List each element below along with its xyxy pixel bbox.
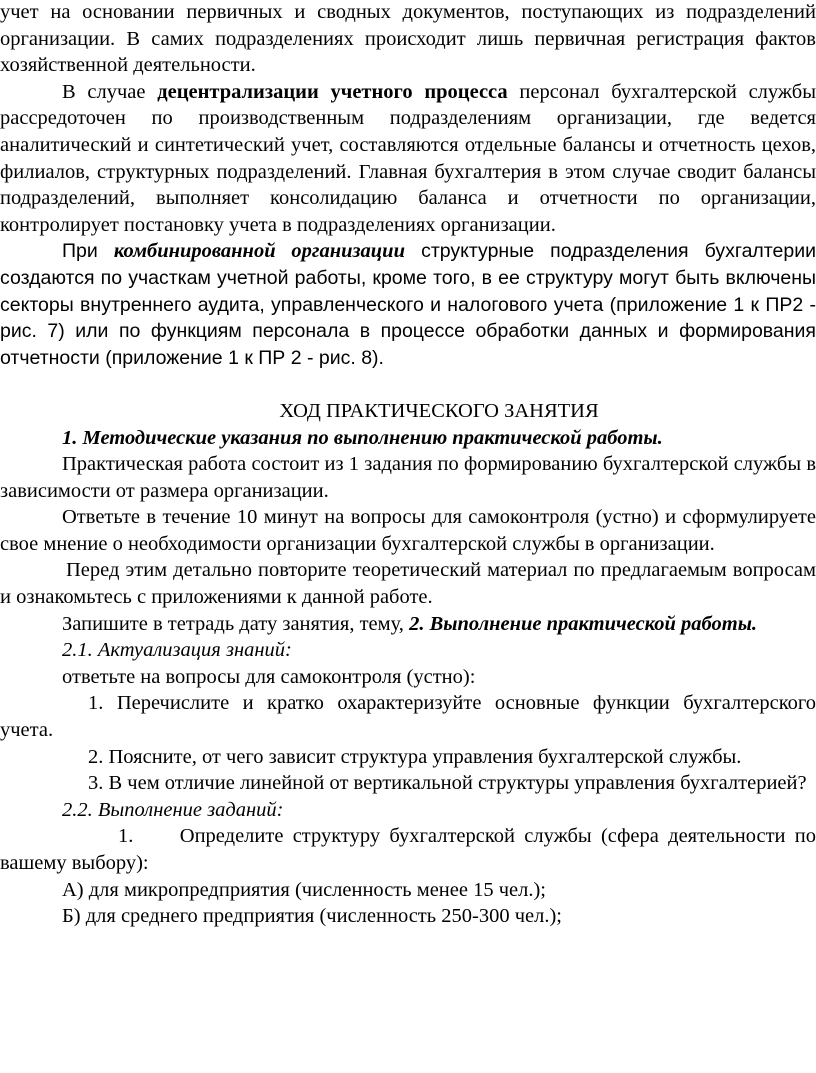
option-b: Б) для среднего предприятия (численность 250-300 чел.); (62, 905, 562, 928)
paragraph-combined (0, 238, 816, 371)
paragraph-centralization-end (0, 0, 816, 79)
questions-intro: ответьте на вопросы для самоконтроля (устно): (62, 665, 476, 688)
paragraph-work-description: Практическая работа состоит из 1 задания по формированию бухгалтерской службы в зависимости от размера организации. (0, 453, 816, 502)
subheading-methodical: 1. Методические указания по выполнению практической работы. (62, 426, 663, 449)
paragraph-text-pre: При (62, 240, 114, 263)
list-item (0, 690, 816, 743)
bolditalic-practical-work: 2. Выполнение практической работы. (409, 612, 758, 635)
bolditalic-term-combined: комбинированной организации (113, 240, 405, 263)
list-text: Перечислите и кратко охарактеризуйте основные функции бухгалтерского учета. (0, 692, 816, 742)
section-heading: ХОД ПРАКТИЧЕСКОГО ЗАНЯТИЯ (279, 399, 599, 422)
paragraph-text-pre: Запишите в тетрадь дату занятия, тему, (62, 612, 410, 635)
option-a: А) для микропредприятия (численность менее 15 чел.); (62, 878, 547, 901)
questions-list (0, 690, 816, 796)
task-text: Определите структуру бухгалтерской службы (сфера деятельности по вашему выбору): (0, 825, 816, 874)
paragraph-decentralization (0, 79, 816, 239)
list-item (0, 744, 816, 771)
paragraph-notebook (0, 611, 816, 638)
list-item (0, 770, 816, 797)
list-number: 2. (88, 745, 104, 768)
list-number: 3. (88, 772, 104, 795)
list-text: В чем отличие линейной от вертикальной структуры управления бухгалтерией? (108, 772, 807, 795)
paragraph-text-pre: В случае (62, 80, 158, 103)
paragraph-text: учет на основании первичных и сводных документов, поступающих из подразделений организации. В самих подразделениях происходит лишь первичная регистрация фактов хозяйственной деятельности. (0, 1, 816, 77)
bold-term-decentralization: децентрализации учетного процесса (157, 80, 508, 103)
task-item (0, 823, 816, 876)
list-text: Поясните, от чего зависит структура управления бухгалтерской службы. (108, 745, 742, 768)
paragraph-review-theory: Перед этим детально повторите теоретический материал по предлагаемым вопросам и ознакомьтесь с приложениями к данной работе. (0, 559, 816, 609)
paragraph-text-post: структурные подразделения бухгалтерии создаются по участкам учетной работы, кроме того, в ее структуру могут быть включены секторы внутреннего аудита, управленческого и налогового учета (приложение 1 к ПР2 - рис. 7) или по функциям персонала в процессе обработки данных и формирования отчетности (приложение 1 к ПР 2 - рис. 8). (0, 240, 816, 369)
task-number: 1. (118, 825, 134, 848)
section-2-1-title: 2.1. Актуализация знаний: (62, 639, 292, 662)
blank-line (0, 371, 816, 398)
section-2-2-title: 2.2. Выполнение заданий: (62, 798, 284, 821)
paragraph-answer-questions: Ответьте в течение 10 минут на вопросы для самоконтроля (устно) и сформулируете свое мнение о необходимости организации бухгалтерской службы в организации. (0, 506, 816, 555)
paragraph-text-post: персонал бухгалтерской службы рассредоточен по производственным подразделениям организации, где ведется аналитический и синтетический учет, составляются отдельные балансы и отчетность цехов, филиалов, структурных подразделений. Главная бухгалтерия в этом случае сводит балансы подразделений, выполняет консолидацию баланса и отчетности по организации, контролирует постановку учета в подразделениях организации. (0, 80, 816, 236)
list-number: 1. (88, 692, 104, 715)
